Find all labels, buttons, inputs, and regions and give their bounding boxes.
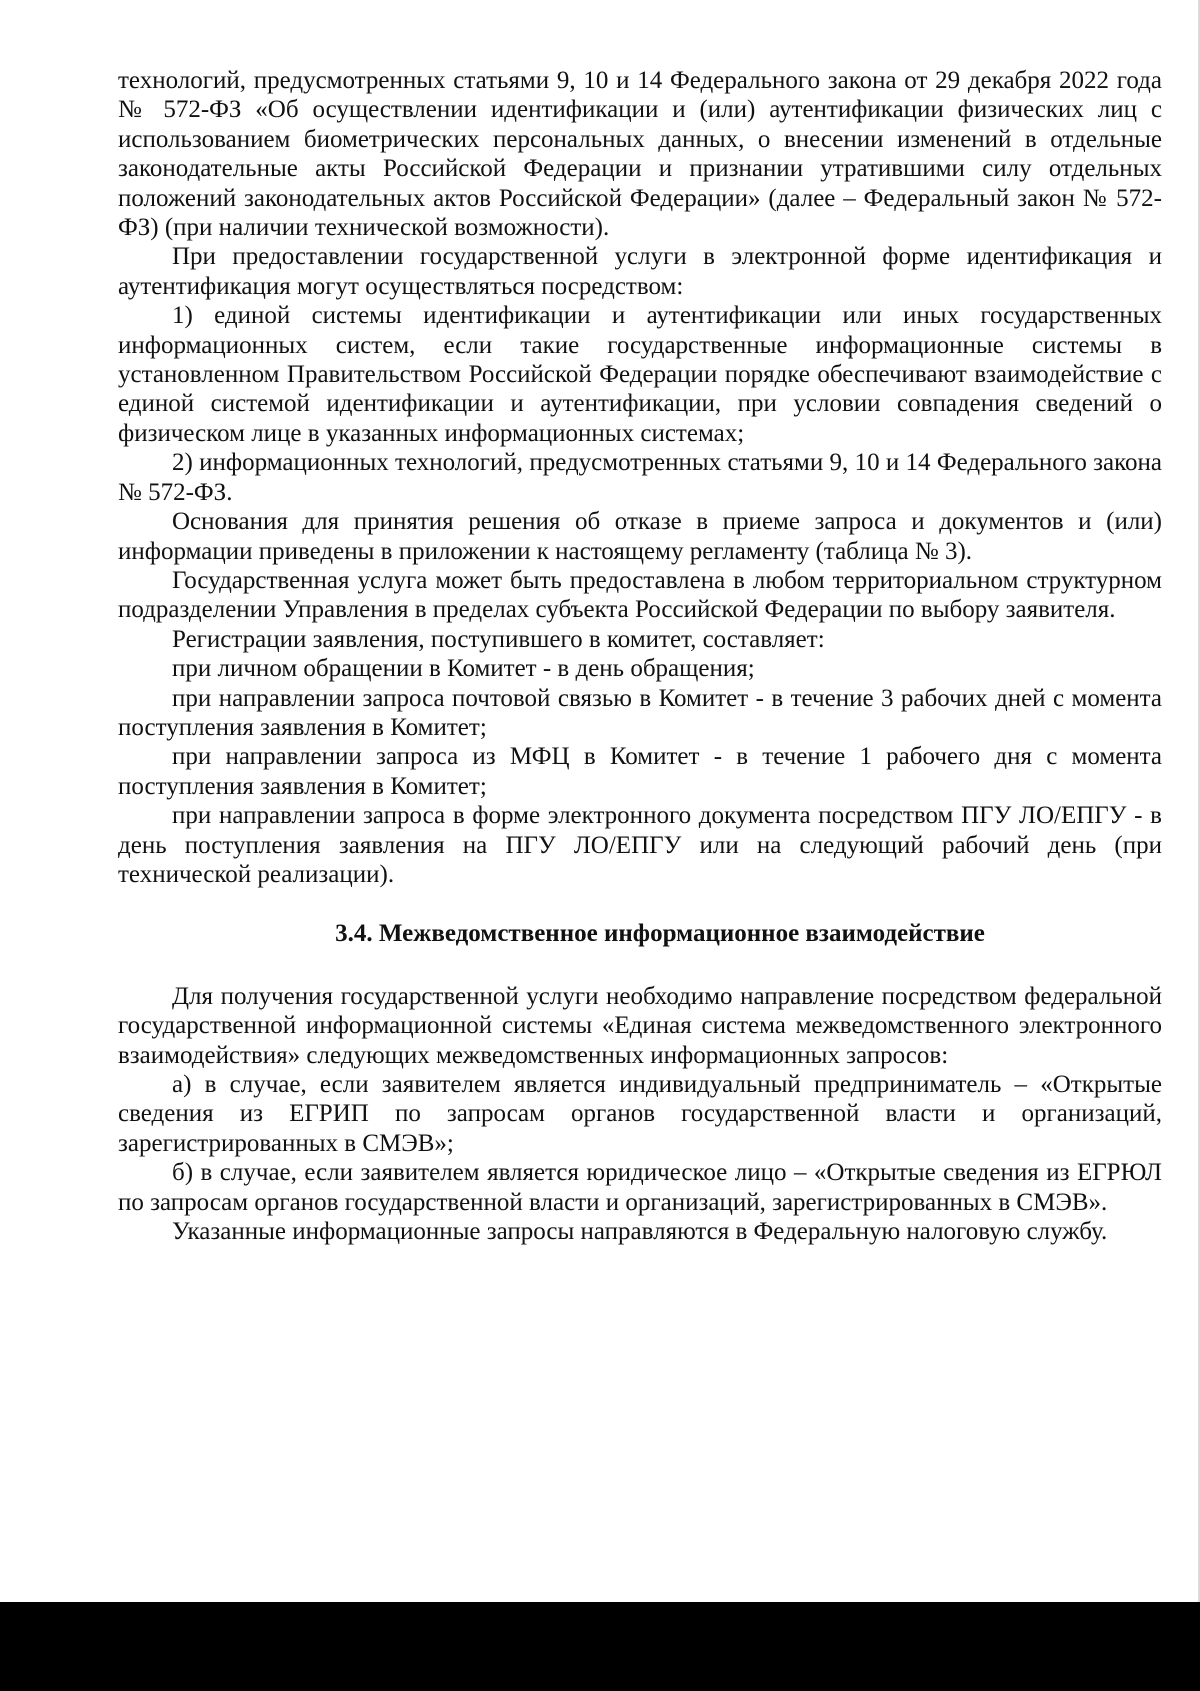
paragraph-tax-service: Указанные информационные запросы направляются в Федеральную налоговую службу. <box>172 1218 1108 1246</box>
list-item-2: 2) информационных технологий, предусмотренных статьями 9, 10 и 14 Федерального закона № 572-ФЗ. <box>118 449 1162 506</box>
paragraph-territorial-service: Государственная услуга может быть предоставлена в любом территориальном структурном подразделении Управления в пределах субъекта Российской Федерации по выбору заявителя. <box>118 566 1162 624</box>
paragraph-continuation: технологий, предусмотренных статьями 9, 10 и 14 Федерального закона от 29 декабря 2022 года № 572-ФЗ «Об осуществлении идентификации и (или) аутентификации физических лиц с использованием биометрических персональных данных, о внесении изменений в отдельные законодательные акты Российской Федерации и признании утратившими силу отдельных положений законодательных актов Российской Федерации» (далее – Федеральный закон № 572-ФЗ) (при наличии технической возможности). <box>118 67 1162 242</box>
paragraph-registration-post: при направлении запроса почтовой связью в Комитет - в течение 3 рабочих дней с момента поступления заявления в Комитет; <box>118 684 1162 741</box>
section-heading: 3.4. Межведомственное информационное взаимодействие <box>335 920 985 948</box>
list-item-b: б) в случае, если заявителем является юридическое лицо – «Открытые сведения из ЕГРЮЛ по запросам органов государственной власти и организаций, зарегистрированных в СМЭВ». <box>118 1159 1162 1216</box>
paragraph-identification-intro: При предоставлении государственной услуги в электронной форме идентификация и аутентификация могут осуществляться посредством: <box>118 243 1162 300</box>
scan-border-bottom <box>0 1602 1200 1691</box>
paragraph-registration-personal: при личном обращении в Комитет - в день обращения; <box>172 655 755 683</box>
list-item-a: а) в случае, если заявителем является индивидуальный предприниматель – «Открытые сведения из ЕГРИП по запросам органов государственной власти и организаций, зарегистрированных в СМЭВ»; <box>118 1071 1162 1157</box>
paragraph-interagency-intro: Для получения государственной услуги необходимо направление посредством федеральной государственной информационной системы «Единая система межведомственного электронного взаимодействия» следующих межведомственных информационных запросов: <box>118 982 1162 1069</box>
list-item-1: 1) единой системы идентификации и аутентификации или иных государственных информационных систем, если такие государственные информационные системы в установленном Правительством Российской Федерации порядке обеспечивают взаимодействие с единой системой идентификации и аутентификации, при условии совпадения сведений о физическом лице в указанных информационных системах; <box>118 302 1162 447</box>
document-body <box>118 66 1162 1246</box>
paragraph-refusal-grounds: Основания для принятия решения об отказе в приеме запроса и документов и (или) информации приведены в приложении к настоящему регламенту (таблица № 3). <box>118 508 1162 565</box>
paragraph-registration-mfc: при направлении запроса из МФЦ в Комитет - в течение 1 рабочего дня с момента поступления заявления в Комитет; <box>118 743 1162 800</box>
paragraph-registration-intro: Регистрации заявления, поступившего в комитет, составляет: <box>172 625 825 653</box>
paragraph-registration-electronic: при направлении запроса в форме электронного документа посредством ПГУ ЛО/ЕПГУ - в день поступления заявления на ПГУ ЛО/ЕПГУ или на следующий рабочий день (при технической реализации). <box>118 802 1162 888</box>
